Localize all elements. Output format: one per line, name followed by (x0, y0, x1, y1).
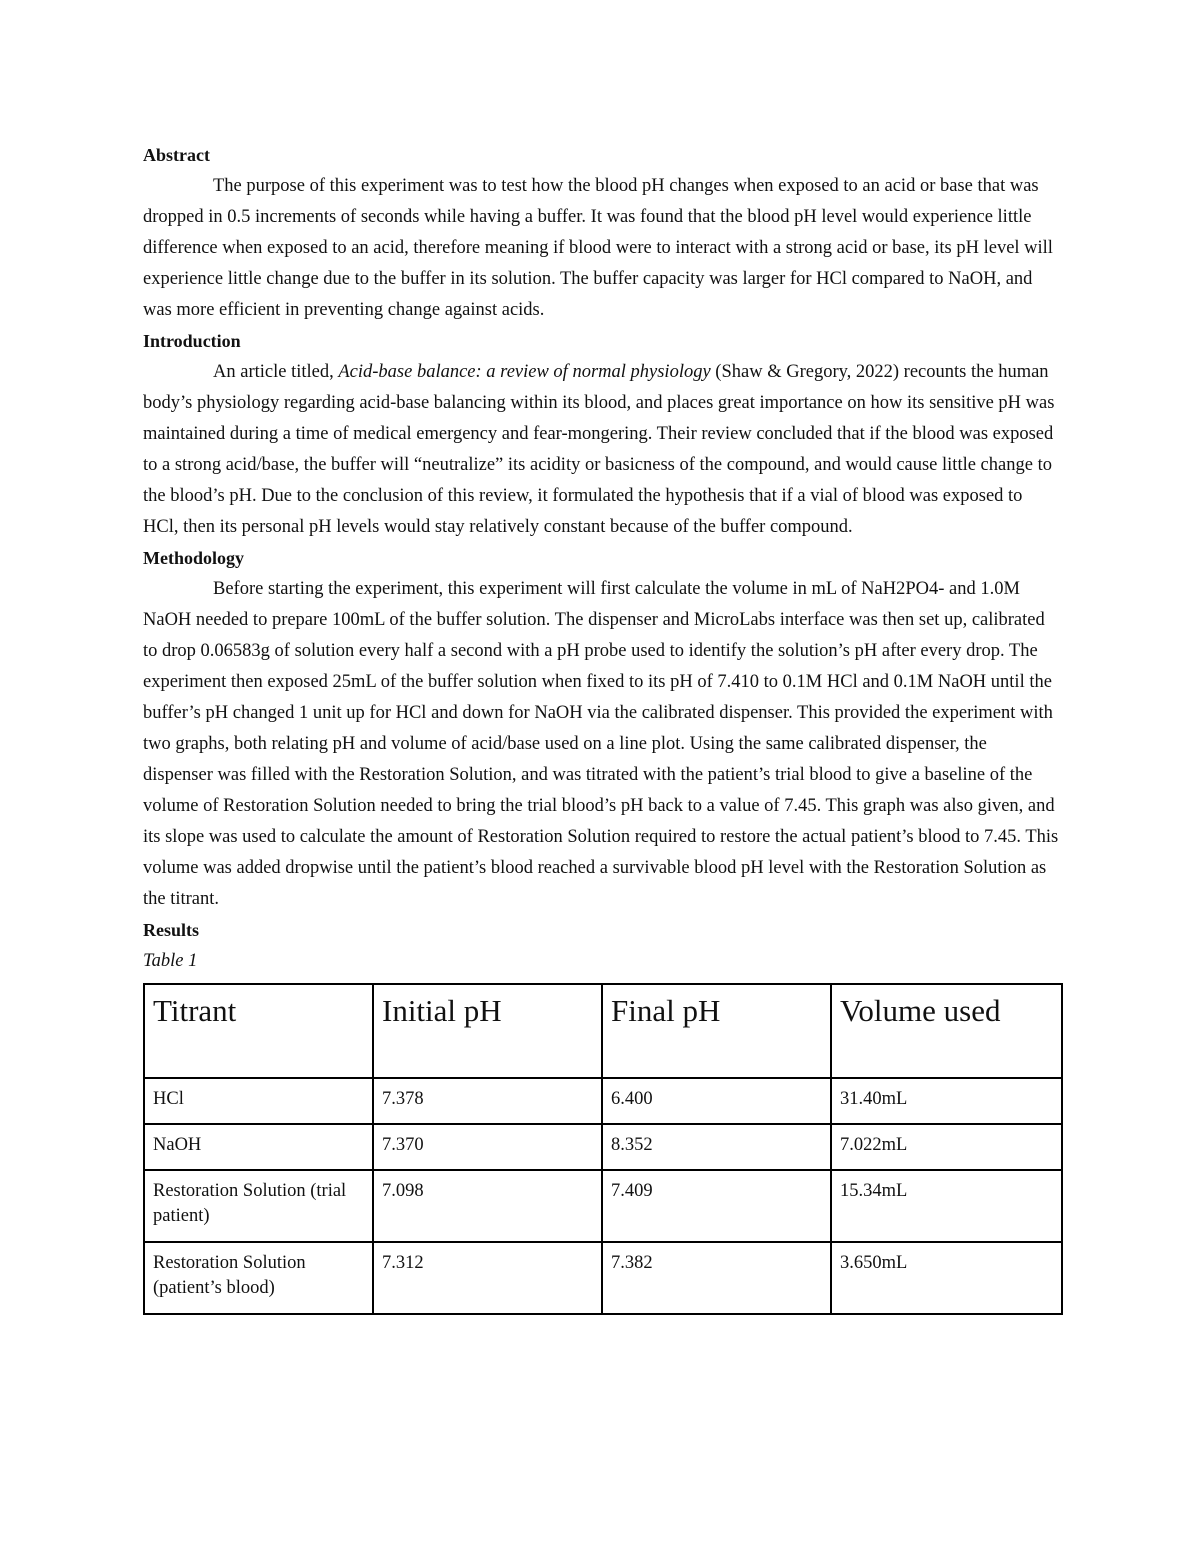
header-titrant: Titrant (144, 984, 373, 1078)
article-title: Acid-base balance: a review of normal physiology (338, 362, 711, 382)
cell-initial-ph: 7.370 (373, 1124, 602, 1170)
header-initial-ph: Initial pH (373, 984, 602, 1078)
cell-titrant: Restoration Solution (trial patient) (144, 1170, 373, 1242)
results-heading: Results (143, 920, 200, 940)
methodology-heading: Methodology (143, 548, 244, 568)
cell-initial-ph: 7.378 (373, 1078, 602, 1124)
abstract-paragraph: The purpose of this experiment was to test how the blood pH changes when exposed to an acid or base that was dropped in 0.5 increments of seconds while having a buffer. It was found that the blood pH level would experience little difference when exposed to an acid, therefore meaning if blood were to interact with a strong acid or base, its pH level will experience little change due to the buffer in its solution. The buffer capacity was larger for HCl compared to NaOH, and was more efficient in preventing change against acids. (143, 176, 1053, 320)
introduction-paragraph (143, 357, 1061, 543)
cell-volume-used: 7.022mL (831, 1124, 1062, 1170)
cell-titrant: NaOH (144, 1124, 373, 1170)
table-row (144, 1170, 1062, 1242)
table-row (144, 1242, 1062, 1314)
results-table (143, 983, 1063, 1315)
table-header-row (144, 984, 1062, 1078)
abstract-heading: Abstract (143, 145, 210, 165)
cell-final-ph: 7.409 (602, 1170, 831, 1242)
cell-initial-ph: 7.098 (373, 1170, 602, 1242)
table-row (144, 1078, 1062, 1124)
introduction-heading: Introduction (143, 331, 241, 351)
introduction-text-end: (Shaw & Gregory, 2022) recounts the human body’s physiology regarding acid-base balancing within its blood, and places great importance on how its sensitive pH was maintained during a time of medical emergency and fear-mongering. Their review concluded that if the blood was exposed to a strong acid/base, the buffer will “neutralize” its acidity or basicness of the compound, and would cause little change to the blood’s pH. Due to the conclusion of this review, it formulated the hypothesis that if a vial of blood was exposed to HCl, then its personal pH levels would stay relatively constant because of the buffer compound. (143, 362, 1055, 537)
cell-volume-used: 31.40mL (831, 1078, 1062, 1124)
document-page (143, 140, 1061, 1315)
cell-final-ph: 6.400 (602, 1078, 831, 1124)
cell-titrant: HCl (144, 1078, 373, 1124)
table-caption: Table 1 (143, 951, 198, 971)
cell-initial-ph: 7.312 (373, 1242, 602, 1314)
methodology-paragraph: Before starting the experiment, this experiment will first calculate the volume in mL of NaH2PO4- and 1.0M NaOH needed to prepare 100mL of the buffer solution. The dispenser and MicroLabs interface was then set up, calibrated to drop 0.06583g of solution every half a second with a pH probe used to identify the solution’s pH after every drop. The experiment then exposed 25mL of the buffer solution when fixed to its pH of 7.410 to 0.1M HCl and 0.1M NaOH until the buffer’s pH changed 1 unit up for HCl and down for NaOH via the calibrated dispenser. This provided the experiment with two graphs, both relating pH and volume of acid/base used on a line plot. Using the same calibrated dispenser, the dispenser was filled with the Restoration Solution, and was titrated with the patient’s trial blood to give a baseline of the volume of Restoration Solution needed to bring the trial blood’s pH back to a value of 7.45. This graph was also given, and its slope was used to calculate the amount of Restoration Solution required to restore the actual patient’s blood to 7.45. This volume was added dropwise until the patient’s blood reached a survivable blood pH level with the Restoration Solution as the titrant. (143, 579, 1059, 909)
cell-final-ph: 8.352 (602, 1124, 831, 1170)
header-volume-used: Volume used (831, 984, 1062, 1078)
introduction-text-start: An article titled, (213, 362, 339, 382)
cell-titrant: Restoration Solution (patient’s blood) (144, 1242, 373, 1314)
header-final-ph: Final pH (602, 984, 831, 1078)
cell-volume-used: 15.34mL (831, 1170, 1062, 1242)
table-row (144, 1124, 1062, 1170)
cell-volume-used: 3.650mL (831, 1242, 1062, 1314)
cell-final-ph: 7.382 (602, 1242, 831, 1314)
